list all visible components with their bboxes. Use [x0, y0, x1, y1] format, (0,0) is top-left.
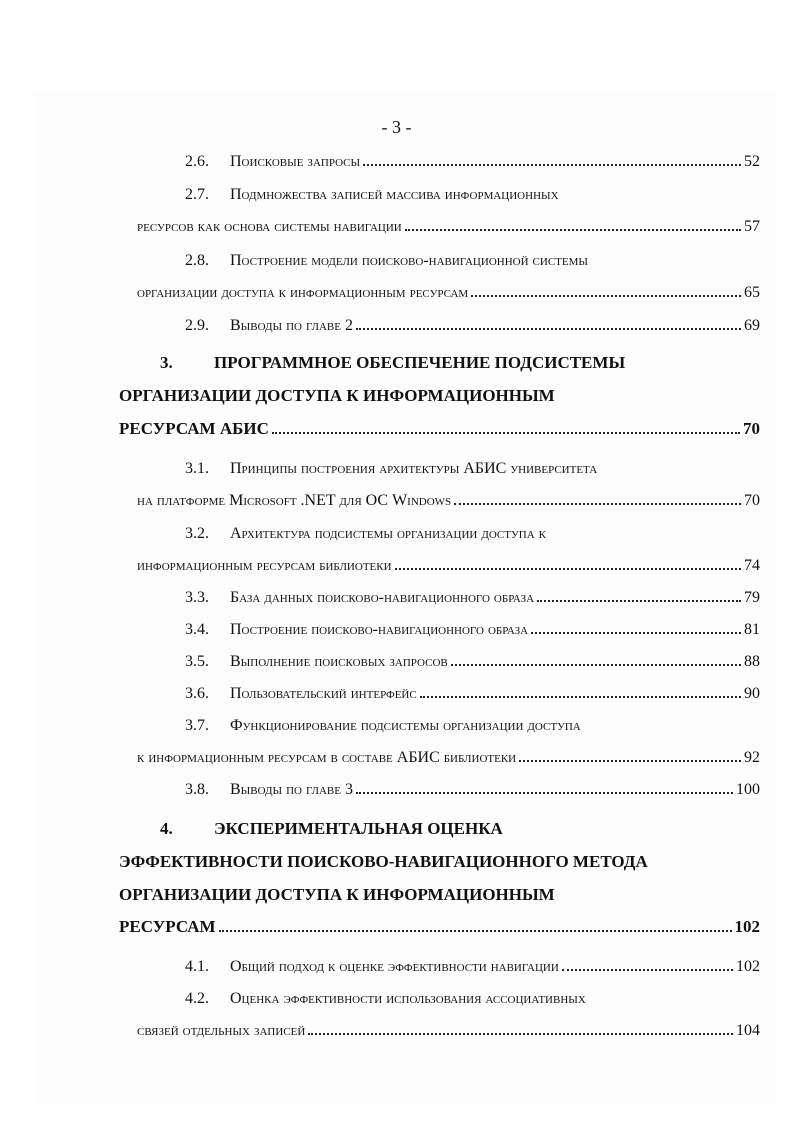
- toc-number: 3.8.: [185, 781, 209, 798]
- toc-title-line: к информационным ресурсам в составе АБИС библиотеки: [137, 749, 517, 766]
- toc-number: 2.7.: [185, 186, 209, 203]
- toc-page: 102: [736, 958, 760, 975]
- toc-page: 69: [744, 317, 760, 334]
- toc-title-line: ЭФФЕКТИВНОСТИ ПОИСКОВО-НАВИГАЦИОННОГО МЕТОДА: [119, 852, 648, 871]
- toc-title: Общий подход к оценке эффективности навигации: [230, 958, 559, 975]
- toc-number: 2.8.: [185, 252, 209, 269]
- toc-entry-3-4[interactable]: [185, 617, 760, 643]
- toc-entry-3-7-cont[interactable]: [137, 745, 760, 771]
- toc-title: База данных поисково-навигационного образа: [230, 589, 535, 606]
- toc-entry-4-2[interactable]: [185, 986, 760, 1012]
- toc-number: 4.2.: [185, 990, 209, 1007]
- toc-entry-3-7[interactable]: [185, 713, 760, 739]
- toc-number: 4.1.: [185, 958, 209, 975]
- toc-chapter-4[interactable]: [160, 816, 760, 842]
- toc-title-line: Подмножества записей массива информационных: [230, 186, 559, 203]
- toc-page: 57: [744, 218, 760, 235]
- toc-title-line: Принципы построения архитектуры АБИС университета: [230, 460, 598, 477]
- toc-entry-3-3[interactable]: [185, 585, 760, 611]
- toc-entry-2-7-cont[interactable]: [137, 214, 760, 240]
- toc-entry-4-1[interactable]: [185, 954, 760, 980]
- toc-page: 70: [744, 492, 760, 509]
- toc-page: 52: [744, 153, 760, 170]
- toc-entry-3-5[interactable]: [185, 649, 760, 675]
- toc-page: 65: [744, 284, 760, 301]
- toc-number: 2.9.: [185, 317, 209, 334]
- toc-title-line: Оценка эффективности использования ассоциативных: [230, 990, 586, 1007]
- toc-chapter-3[interactable]: [160, 350, 760, 376]
- toc-page: 79: [744, 589, 760, 606]
- toc-title-line: ОРГАНИЗАЦИИ ДОСТУПА К ИНФОРМАЦИОННЫМ: [119, 386, 555, 405]
- toc-entry-4-2-cont[interactable]: [137, 1018, 760, 1044]
- toc-number: 3.3.: [185, 589, 209, 606]
- toc-number: 3.: [160, 353, 173, 372]
- toc-title: Выполнение поисковых запросов: [230, 653, 448, 670]
- toc-chapter-3-cont1: [119, 383, 760, 409]
- toc-number: 3.2.: [185, 525, 209, 542]
- toc-page: 88: [744, 653, 760, 670]
- toc-title-line: организации доступа к информационным ресурсам: [137, 284, 469, 301]
- page-number: - 3 -: [381, 117, 412, 137]
- toc-number: 2.6.: [185, 153, 209, 170]
- toc-title-line: Функционирование подсистемы организации доступа: [230, 717, 581, 734]
- toc-number: 3.4.: [185, 621, 209, 638]
- toc-title-line: связей отдельных записей: [137, 1022, 306, 1039]
- toc-title-line: РЕСУРСАМ АБИС: [119, 419, 269, 438]
- toc-entry-3-1[interactable]: [185, 456, 760, 482]
- toc-chapter-3-cont2[interactable]: [119, 416, 760, 442]
- toc-title: Выводы по главе 3: [230, 781, 353, 798]
- toc-number: 3.5.: [185, 653, 209, 670]
- toc-title: Поисковые запросы: [230, 153, 361, 170]
- toc-title-line: ресурсов как основа системы навигации: [137, 218, 402, 235]
- toc-title-line: ПРОГРАММНОЕ ОБЕСПЕЧЕНИЕ ПОДСИСТЕМЫ: [214, 353, 626, 372]
- toc-title: Построение поисково-навигационного образа: [230, 621, 529, 638]
- toc-chapter-4-cont3[interactable]: [119, 914, 760, 940]
- toc-title: Выводы по главе 2: [230, 317, 353, 334]
- toc-page: 70: [743, 419, 760, 438]
- toc-title-line: на платформе Microsoft .NET для ОС Windows: [137, 492, 452, 509]
- toc-number: 4.: [160, 819, 173, 838]
- toc-number: 3.6.: [185, 685, 209, 702]
- toc-page: 81: [744, 621, 760, 638]
- toc-entry-2-7[interactable]: [185, 182, 760, 208]
- toc-chapter-4-cont2: [119, 882, 760, 908]
- toc-title-line: информационным ресурсам библиотеки: [137, 557, 392, 574]
- toc-title: Пользовательский интерфейс: [230, 685, 417, 702]
- toc-page: 74: [744, 557, 760, 574]
- toc-title-line: Построение модели поисково-навигационной системы: [230, 252, 588, 269]
- toc-chapter-4-cont1: [119, 849, 760, 875]
- toc-number: 3.7.: [185, 717, 209, 734]
- toc-entry-3-6[interactable]: [185, 681, 760, 707]
- toc-number: 3.1.: [185, 460, 209, 477]
- toc-title-line: Архитектура подсистемы организации доступа к: [230, 525, 546, 542]
- toc-page: 102: [734, 917, 760, 936]
- toc-entry-2-8[interactable]: [185, 248, 760, 274]
- toc-page: 90: [744, 685, 760, 702]
- toc-entry-2-6[interactable]: [185, 149, 760, 175]
- toc-entry-2-9[interactable]: [185, 313, 760, 339]
- toc-title-line: ЭКСПЕРИМЕНТАЛЬНАЯ ОЦЕНКА: [214, 819, 503, 838]
- toc-entry-3-2[interactable]: [185, 521, 760, 547]
- toc-page: 104: [736, 1022, 760, 1039]
- toc-entry-3-2-cont[interactable]: [137, 553, 760, 579]
- toc-entry-3-8[interactable]: [185, 777, 760, 803]
- toc-entry-2-8-cont[interactable]: [137, 280, 760, 306]
- toc-entry-3-1-cont[interactable]: [137, 488, 760, 514]
- toc-title-line: ОРГАНИЗАЦИИ ДОСТУПА К ИНФОРМАЦИОННЫМ: [119, 885, 555, 904]
- toc-page: 100: [736, 781, 760, 798]
- toc-title-line: РЕСУРСАМ: [119, 917, 216, 936]
- toc-page: 92: [744, 749, 760, 766]
